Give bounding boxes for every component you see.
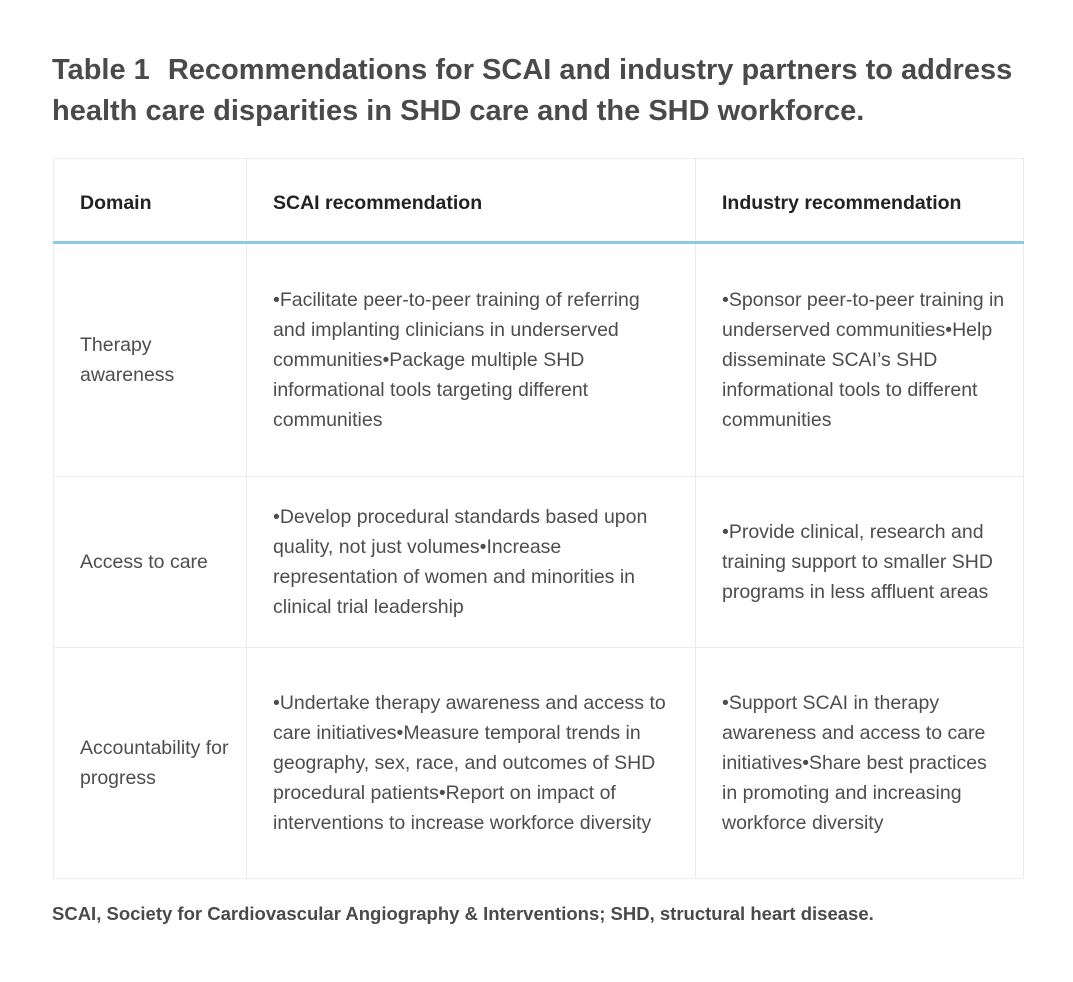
cell-scai-recommendation: •Develop procedural standards based upon quality, not just volumes•Increase representation of women and minorities in clinical trial leadership [247,477,696,648]
header-domain: Domain [54,159,247,243]
header-industry-recommendation: Industry recommendation [696,159,1024,243]
recommendations-table-container [53,158,1023,879]
table-row [54,648,1024,879]
cell-domain: Therapy awareness [54,243,247,477]
cell-scai-recommendation: •Facilitate peer-to-peer training of referring and implanting clinicians in underserved communities•Package multiple SHD informational tools targeting different communities [247,243,696,477]
recommendations-table [53,158,1024,879]
table-caption: Recommendations for SCAI and industry partners to address health care disparities in SHD care and the SHD workforce. [52,54,1013,127]
table-title [52,50,1052,132]
table-row [54,477,1024,648]
header-scai-recommendation: SCAI recommendation [247,159,696,243]
cell-industry-recommendation: •Support SCAI in therapy awareness and access to care initiatives•Share best practices in promoting and increasing workforce diversity [696,648,1024,879]
cell-domain: Access to care [54,477,247,648]
cell-scai-recommendation: •Undertake therapy awareness and access to care initiatives•Measure temporal trends in geography, sex, race, and outcomes of SHD procedural patients•Report on impact of interventions to increase workforce diversity [247,648,696,879]
table-number: Table 1 [52,54,150,86]
table-row [54,243,1024,477]
cell-industry-recommendation: •Sponsor peer-to-peer training in underserved communities•Help disseminate SCAI’s SHD informational tools to different communities [696,243,1024,477]
cell-domain: Accountability for progress [54,648,247,879]
table-footnote: SCAI, Society for Cardiovascular Angiography & Interventions; SHD, structural heart disease. [52,903,874,924]
cell-industry-recommendation: •Provide clinical, research and training support to smaller SHD programs in less affluent areas [696,477,1024,648]
table-header-row [54,159,1024,243]
